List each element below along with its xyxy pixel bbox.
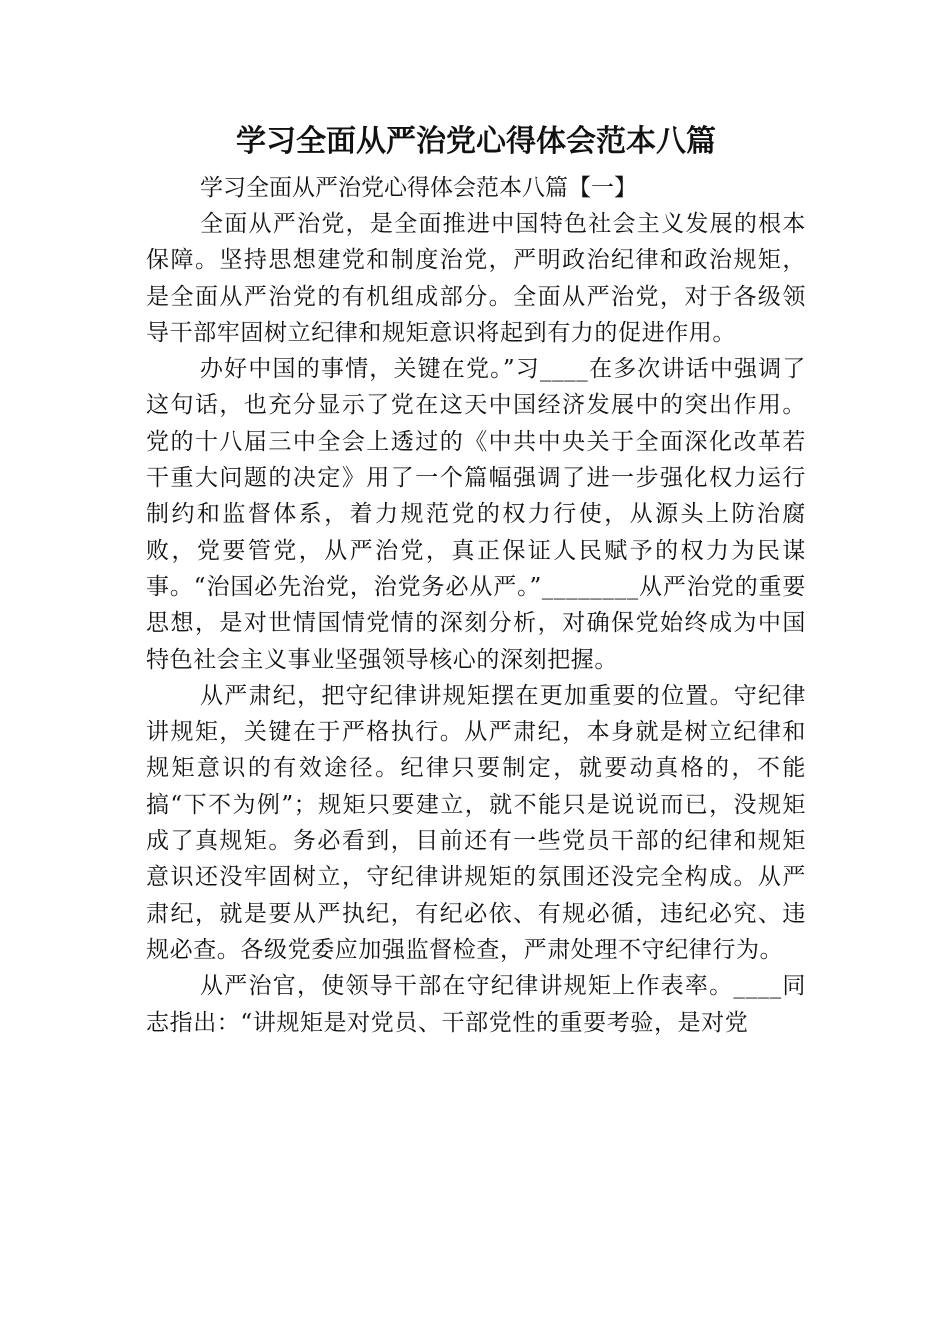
paragraph: 全面从严治党，是全面推进中国特色社会主义发展的根本保障。坚持思想建党和制度治党，严明政治纪律和政治规矩，是全面从严治党的有机组成部分。全面从严治党，对于各级领导干部牢固树立纪律和规矩意识将起到有力的促进作用。 (146, 211, 806, 346)
section-heading: 学习全面从严治党心得体会范本八篇【一】 (200, 175, 637, 201)
paragraph: 从严肃纪，把守纪律讲规矩摆在更加重要的位置。守纪律讲规矩，关键在于严格执行。从严肃纪，本身就是树立纪律和规矩意识的有效途径。纪律只要制定，就要动真格的，不能搞“下不为例”；规矩只要建立，就不能只是说说而已，没规矩成了真规矩。务必看到，目前还有一些党员干部的纪律和规矩意识还没牢固树立，守纪律讲规矩的氛围还没完全构成。从严肃纪，就是要从严执纪，有纪必依、有规必循，违纪必究、违规必查。各级党委应加强监督检查，严肃处理不守纪律行为。 (146, 682, 806, 963)
document-body (146, 114, 806, 1041)
paragraph: 办好中国的事情，关键在党。”习____在多次讲话中强调了这句话，也充分显示了党在这天中国经济发展中的突出作用。党的十八届三中全会上透过的《中共中央关于全面深化改革若干重大问题的决定》用了一个篇幅强调了进一步强化权力运行制约和监督体系，着力规范党的权力行使，从源头上防治腐败，党要管党，从严治党，真正保证人民赋予的权力为民谋事。“治国必先治党，治党务必从严。”________从严治党的重要思想，是对世情国情党情的深刻分析，对确保党始终成为中国特色社会主义事业坚强领导核心的深刻把握。 (146, 356, 806, 673)
document-title: 学习全面从严治党心得体会范本八篇 (236, 124, 716, 159)
paragraph: 从严治官，使领导干部在守纪律讲规矩上作表率。____同志指出：“讲规矩是对党员、干部党性的重要考验，是对党 (146, 973, 806, 1036)
